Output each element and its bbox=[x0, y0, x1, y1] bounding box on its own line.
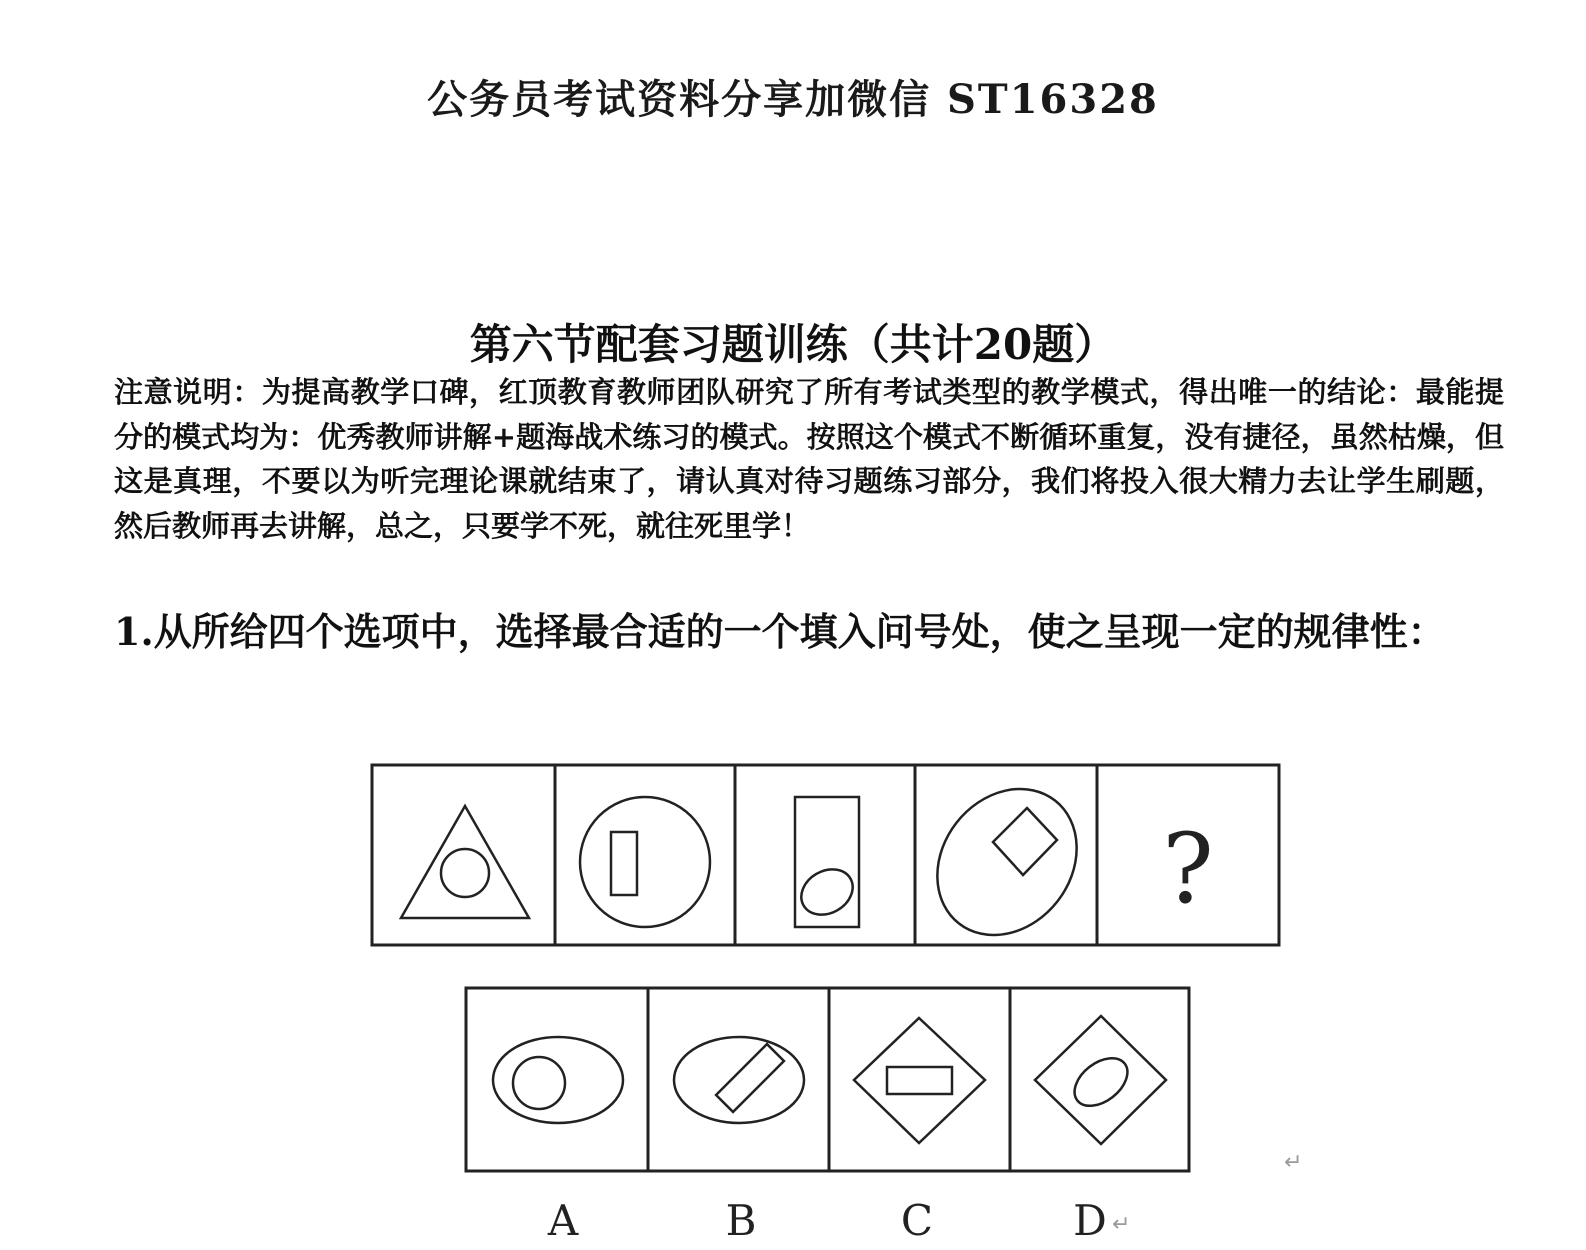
return-mark-icon: ↵ bbox=[1284, 1150, 1303, 1175]
option-label-a[interactable]: A bbox=[547, 1196, 579, 1245]
option-b-figure[interactable] bbox=[674, 1037, 804, 1123]
option-label-d[interactable]: D bbox=[1073, 1196, 1107, 1245]
watermark-header: 公务员考试资料分享加微信 ST16328 bbox=[427, 76, 1159, 123]
question-number: 1. bbox=[114, 609, 154, 654]
option-a-figure[interactable] bbox=[493, 1037, 623, 1123]
question-text: 从所给四个选项中，选择最合适的一个填入问号处，使之呈现一定的规律性： bbox=[153, 609, 1446, 654]
option-label-b[interactable]: B bbox=[725, 1196, 757, 1245]
sequence-cell-3 bbox=[793, 797, 861, 927]
return-mark-icon: ↵ bbox=[1112, 1212, 1131, 1237]
options-row bbox=[466, 988, 1189, 1171]
sequence-cell-4 bbox=[909, 761, 1106, 963]
sequence-cell-2 bbox=[580, 797, 710, 927]
section-title: 第六节配套习题训练（共计20题） bbox=[469, 320, 1117, 369]
sequence-cell-1 bbox=[401, 806, 529, 918]
option-label-c[interactable]: C bbox=[900, 1196, 934, 1245]
question-mark-symbol: ? bbox=[1162, 813, 1214, 925]
notice-paragraph: 注意说明：为提高教学口碑，红顶教育教师团队研究了所有考试类型的教学模式，得出唯一的结论：最能提分的模式均为：优秀教师讲解+题海战术练习的模式。按照这个模式不断循环重复，没有捷径，虽然枯燥，但这是真理，不要以为听完理论课就结束了，请认真对待习题练习部分，我们将投入很大精力去让学生刷题，然后教师再去讲解，总之，只要学不死，就往死里学！ bbox=[114, 375, 1504, 543]
option-c-figure[interactable] bbox=[854, 1018, 985, 1143]
option-d-figure[interactable] bbox=[1035, 1016, 1166, 1144]
